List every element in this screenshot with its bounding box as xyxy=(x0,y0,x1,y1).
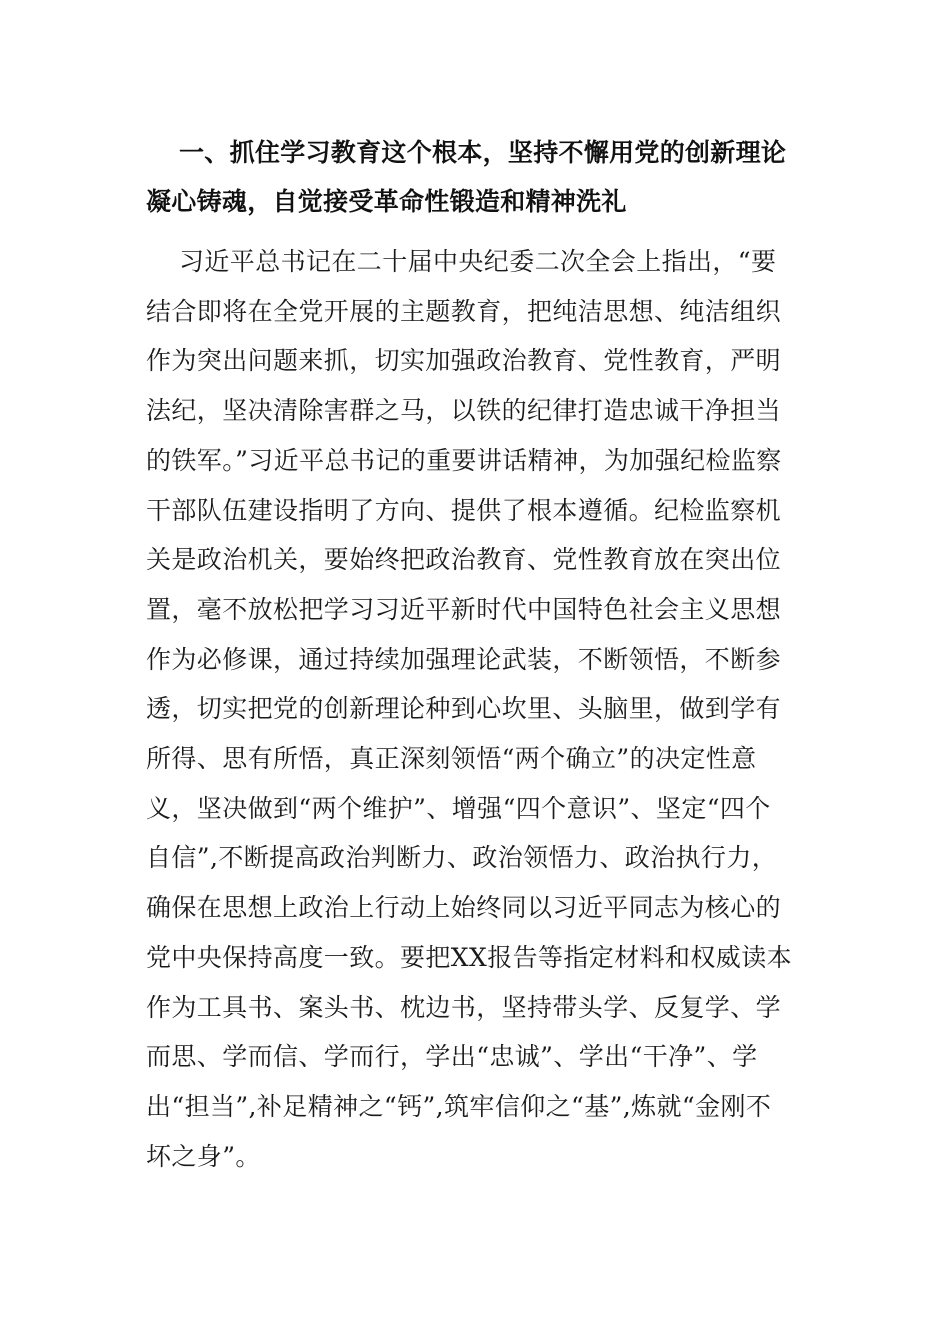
section-heading: 一、抓住学习教育这个根本，坚持不懈用党的创新理论凝心铸魂，自觉接受革命性锻造和精神洗礼 xyxy=(146,138,787,216)
body-paragraph: 习近平总书记在二十届中央纪委二次全会上指出，“要结合即将在全党开展的主题教育，把纯洁思想、纯洁组织作为突出问题来抓，切实加强政治教育、党性教育，严明法纪，坚决清除害群之马，以铁的纪律打造忠诚干净担当的铁军。”习近平总书记的重要讲话精神，为加强纪检监察干部队伍建设指明了方向、提供了根本遵循。纪检监察机关是政治机关，要始终把政治教育、党性教育放在突出位置，毫不放松把学习习近平新时代中国特色社会主义思想作为必修课，通过持续加强理论武装，不断领悟，不断参透，切实把党的创新理论种到心坎里、头脑里，做到学有所得、思有所悟，真正深刻领悟“两个确立”的决定性意义，坚决做到“两个维护”、增强“四个意识”、坚定“四个自信”,不断提高政治判断力、政治领悟力、政治执行力，确保在思想上政治上行动上始终同以习近平同志为核心的党中央保持高度一致。要把XX报告等指定材料和权威读本作为工具书、案头书、枕边书，坚持带头学、反复学、学而思、学而信、学而行，学出“忠诚”、学出“干净”、学出“担当”,补足精神之“钙”,筑牢信仰之“基”,炼就“金刚不坏之身”。 xyxy=(146,247,792,1171)
